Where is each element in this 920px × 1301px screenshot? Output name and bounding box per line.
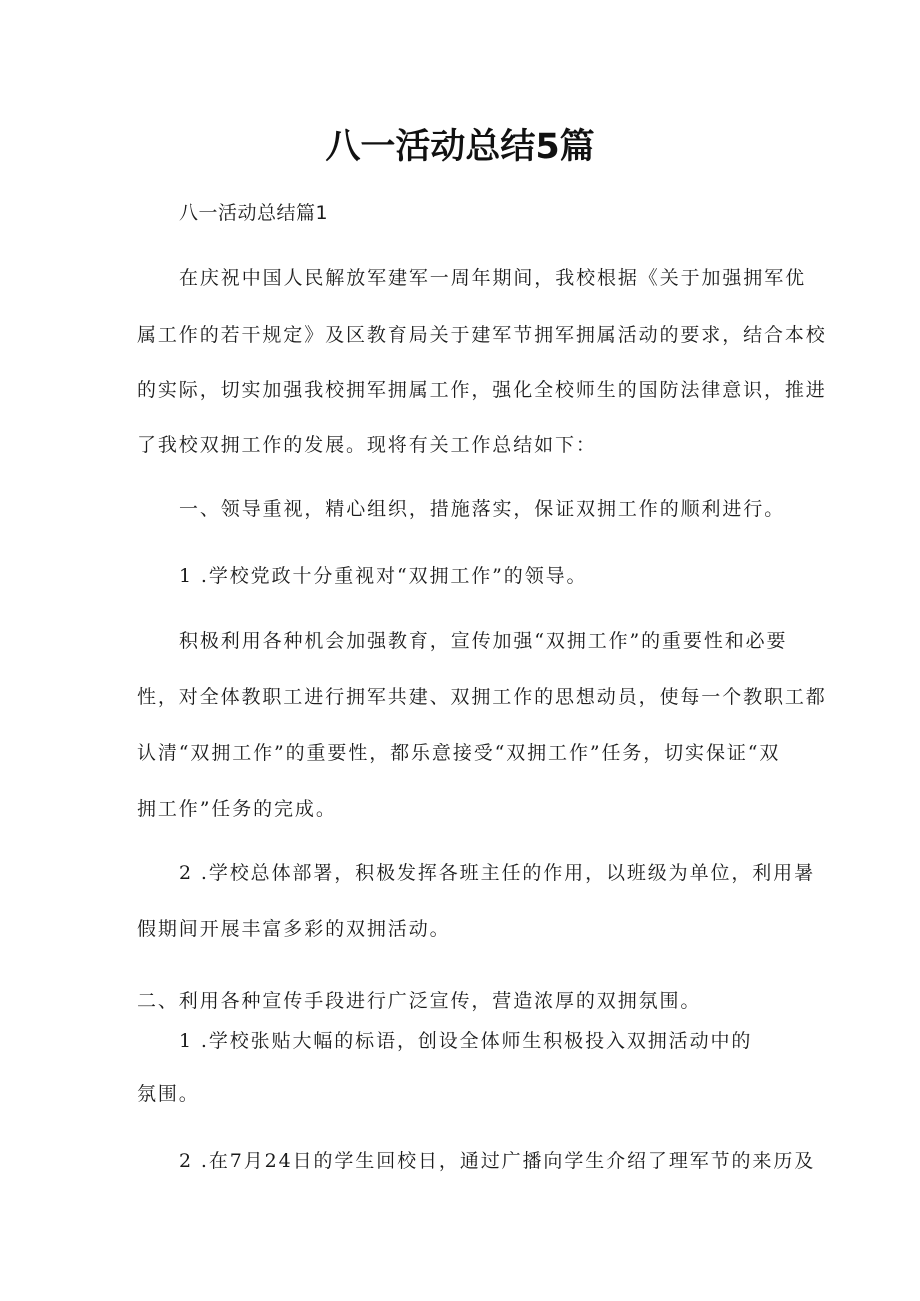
list-item-line: 2 .在7月24日的学生回校日，通过广播向学生介绍了理军节的来历及	[179, 1150, 816, 1172]
paragraph-line: 氛围。	[137, 1083, 200, 1105]
paragraph-line: 的实际，切实加强我校拥军拥属工作，强化全校师生的国防法律意识，推进	[137, 379, 827, 401]
document-title: 八一活动总结5篇	[325, 127, 595, 167]
paragraph-line: 在庆祝中国人民解放军建军一周年期间，我校根据《关于加强拥军优	[179, 267, 807, 289]
list-item-line: 2 .学校总体部署，积极发挥各班主任的作用，以班级为单位，利用暑	[179, 862, 815, 884]
section-heading-line: 二、利用各种宣传手段进行广泛宣传，营造浓厚的双拥氛围。	[137, 990, 702, 1012]
paragraph-line: 认清“双拥工作”的重要性，都乐意接受“双拥工作”任务，切实保证“双	[137, 742, 781, 764]
paragraph-line: 属工作的若干规定》及区教育局关于建军节拥军拥属活动的要求，结合本校	[137, 324, 827, 346]
section-heading-line: 一、领导重视，精心组织，措施落实，保证双拥工作的顺利进行。	[179, 498, 786, 520]
list-item-line: 1 .学校党政十分重视对“双拥工作”的领导。	[179, 565, 588, 587]
paragraph-line: 拥工作”任务的完成。	[137, 798, 337, 820]
section-subtitle: 八一活动总结篇1	[179, 202, 329, 224]
paragraph-line: 了我校双拥工作的发展。现将有关工作总结如下：	[137, 434, 597, 456]
list-item-line: 1 .学校张贴大幅的标语，创设全体师生积极投入双拥活动中的	[179, 1030, 753, 1052]
paragraph-line: 假期间开展丰富多彩的双拥活动。	[137, 918, 451, 940]
paragraph-line: 性，对全体教职工进行拥军共建、双拥工作的思想动员，使每一个教职工都	[137, 686, 827, 708]
paragraph-line: 积极利用各种机会加强教育，宣传加强“双拥工作”的重要性和必要	[179, 630, 788, 652]
